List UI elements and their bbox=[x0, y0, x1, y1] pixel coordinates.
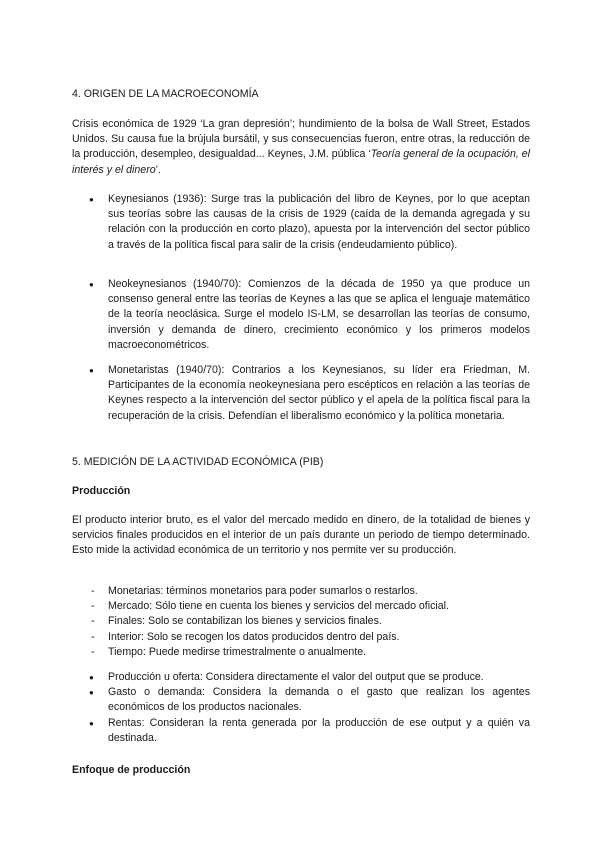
bullet-mark: ● bbox=[89, 366, 94, 375]
list-item-text: Tiempo: Puede medirse trimestralmente o anualmente. bbox=[108, 645, 367, 658]
list-item-text: Producción u oferta: Considera directamente el valor del output que se produce. bbox=[108, 671, 484, 683]
section-5-heading: 5. MEDICIÓN DE LA ACTIVIDAD ECONÓMICA (PIB) bbox=[72, 456, 324, 468]
list-item-text: Finales: Solo se contabilizan los bienes y servicios finales. bbox=[108, 615, 382, 628]
schools-list-3 bbox=[72, 363, 530, 424]
pib-definition: El producto interior bruto, es el valor del mercado medido en dinero, de la totalidad de bienes y servicios finales producidos en el interior de un país durante un periodo de tiempo determinado. Esto mide la actividad económica de un territorio y nos permite ver su producción. bbox=[72, 514, 530, 557]
dash-mark: - bbox=[91, 615, 95, 628]
bullet-mark: ● bbox=[89, 718, 94, 728]
list-item bbox=[72, 584, 530, 599]
list-item-text: Gasto o demanda: Considera la demanda o el gasto que realizan los agentes económicos de los productos nacionales. bbox=[108, 686, 530, 714]
schools-list-1 bbox=[72, 192, 530, 253]
list-item-text: Interior: Solo se recogen los datos producidos dentro del país. bbox=[108, 630, 400, 643]
dash-mark: - bbox=[91, 600, 95, 613]
section-4-intro bbox=[72, 117, 530, 178]
intro-book-title: Teoría general de la ocupación, el interés y el dinero bbox=[72, 148, 530, 176]
intro-text: Crisis económica de 1929 ‘La gran depresión’; hundimiento de la bolsa de Wall Street, Estados Unidos. Su causa fue la brújula bursátil, y sus consecuencias fueron, entre otras, la reducción de la producción, desempleo, desigualdad... Keynes, J.M. pública ‘ bbox=[72, 118, 530, 161]
bullet-mark: ● bbox=[89, 688, 94, 698]
schools-list-2 bbox=[72, 277, 530, 353]
list-item bbox=[72, 630, 530, 645]
list-item-text: Mercado: Sólo tiene en cuenta los bienes y servicios del mercado oficial. bbox=[108, 600, 449, 613]
bullet-mark: ● bbox=[89, 673, 94, 682]
list-item bbox=[72, 685, 530, 715]
subheading-produccion: Producción bbox=[72, 485, 131, 497]
list-item bbox=[72, 599, 530, 614]
subheading-enfoque-produccion: Enfoque de producción bbox=[72, 764, 191, 776]
bullet-mark: ● bbox=[89, 280, 94, 289]
list-item bbox=[72, 192, 530, 253]
intro-end: ’. bbox=[155, 163, 161, 176]
list-item bbox=[72, 716, 530, 746]
bullet-mark: ● bbox=[89, 195, 94, 204]
list-item-text: Monetaristas (1940/70): Contrarios a los Keynesianos, su líder era Friedman, M. Participantes de la economía neokeynesiana pero escépticos en relación a las teorías de Keynes respecto a la intervención del sector público y el apela de la política fiscal para la recuperación de la crisis. Defendían el liberalismo económico y la política monetaria. bbox=[108, 364, 530, 422]
list-item-text: Neokeynesianos (1940/70): Comienzos de la década de 1950 ya que produce un consenso general entre las teorías de Keynes a las que se aplica el lenguaje matemático de la teoría neoclásica. Surge el modelo IS-LM, se desarrollan las teorías de consumo, inversión y demanda de dinero, crecimiento económico y los primeros modelos macroeconométricos. bbox=[108, 278, 530, 351]
dash-mark: - bbox=[91, 585, 95, 597]
list-item bbox=[72, 277, 530, 353]
dash-mark: - bbox=[91, 630, 95, 643]
list-item-text: Keynesianos (1936): Surge tras la publicación del libro de Keynes, por lo que aceptan sus teorías sobre las causas de la crisis de 1929 (caída de la demanda agregada y su relación con la producción en corto plazo), apuesta por la intervención del sector público a través de la política fiscal para salir de la crisis (endeudamiento público). bbox=[108, 193, 530, 251]
list-item-text: Rentas: Consideran la renta generada por la producción de ese output y a quién va destinada. bbox=[108, 716, 530, 744]
dash-mark: - bbox=[91, 645, 95, 658]
list-item-text: Monetarias: términos monetarios para poder sumarlos o restarlos. bbox=[108, 585, 418, 597]
approaches-list bbox=[72, 670, 530, 746]
pib-features-list bbox=[72, 584, 530, 660]
list-item bbox=[72, 645, 530, 660]
list-item bbox=[72, 614, 530, 629]
section-4-heading: 4. ORIGEN DE LA MACROECONOMÍA bbox=[72, 88, 259, 100]
list-item bbox=[72, 670, 530, 685]
list-item bbox=[72, 363, 530, 424]
